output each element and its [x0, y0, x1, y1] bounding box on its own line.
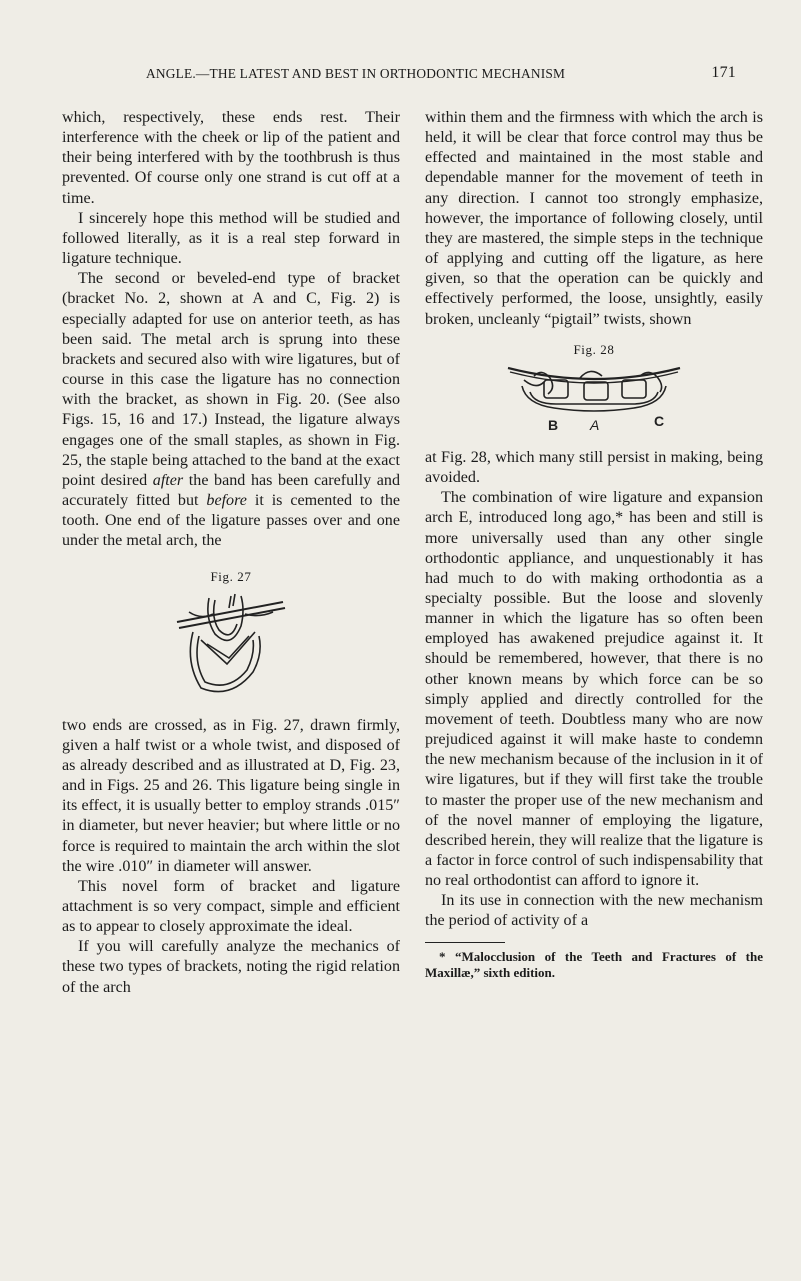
figure-28-label: Fig. 28	[573, 341, 615, 357]
figure-27-label: Fig. 27	[210, 569, 252, 585]
text-run: the band has been carefully and accurately fitted but	[62, 471, 400, 509]
footnote-divider	[425, 942, 505, 943]
paragraph: at Fig. 28, which many still persist in making, being avoided.	[425, 448, 763, 487]
emphasis: after	[152, 471, 184, 489]
figure-27-ligature-illustration	[171, 592, 291, 696]
running-header	[146, 66, 746, 82]
paragraph: The combination of wire ligature and expansion arch E, introduced long ago,* has been and still is more universally used than any other single orthodontic appliance, and unquestionably it has had much to do with making orthodontia as a specialty possible. But the loose and slovenly manner in which the ligature has so often been employed has awakened prejudice against it. It should be remembered, however, that there is no other known means by which force can be so simply applied and directly controlled for the movement of teeth. Doubtless many who are now prejudiced against it will make haste to condemn the new mechanism because of the inclusion in it of wire ligatures, but if they will first take the trouble to master the proper use of the new mechanism and of the novel manner of employing the ligature, described herein, they will realize that the ligature is a factor in force control of such indispensability that no real orthodontist can afford to ignore it.	[425, 489, 763, 890]
paragraph: I sincerely hope this method will be studied and followed literally, as it is a real step forward in ligature technique.	[62, 209, 400, 268]
figure-28-pigtail-twists-illustration	[504, 364, 684, 434]
figure-28-letter-b: B	[548, 416, 559, 433]
paragraph: In its use in connection with the new mechanism the period of activity of a	[425, 892, 763, 930]
right-column	[425, 108, 763, 981]
text-run: The second or beveled-end type of bracket (bracket No. 2, shown at A and C, Fig. 2) is especially adapted for use on anterior teeth, as has been said. The metal arch is sprung into these brackets and secured also with wire ligatures, but of course in this case the ligature has no connection with the bracket, as shown in Fig. 20. (See also Figs. 15, 16 and 17.) Instead, the ligature always engages one of the small staples, as shown in Fig. 25, the staple being attached to the band at the exact point desired	[62, 270, 400, 489]
figure-28-letter-c: C	[654, 412, 665, 429]
running-title: ANGLE.—THE LATEST AND BEST IN ORTHODONTIC MECHANISM	[146, 66, 566, 81]
paragraph	[62, 269, 400, 551]
paragraph: which, respectively, these ends rest. Their interference with the cheek or lip of the patient and their being interfered with by the toothbrush is thus prevented. Of course only one strand is cut off at a time.	[62, 109, 400, 207]
emphasis: before	[206, 491, 247, 509]
paragraph: If you will carefully analyze the mechanics of these two types of brackets, noting the rigid relation of the arch	[62, 938, 400, 996]
page-number: 171	[711, 64, 736, 81]
footnote: * “Malocclusion of the Teeth and Fractures of the Maxillæ,” sixth edition.	[425, 948, 763, 980]
paragraph: two ends are crossed, as in Fig. 27, drawn firmly, given a half twist or a whole twist, and disposed of as already described and as illustrated at D, Fig. 23, and in Figs. 25 and 26. This ligature being single in its effect, it is usually better to employ strands .015″ in diameter, but never heavier; but where little or no force is required to maintain the arch within the slot the wire .010″ in diameter will answer.	[62, 716, 400, 875]
figure-28-letter-a: A	[590, 416, 600, 433]
text-run: it is cemented to the tooth. One end of the ligature passes over and one under the metal arch, the	[62, 491, 401, 550]
paragraph: within them and the firmness with which the arch is held, it will be clear that force control may thus be effected and maintained in the most stable and dependable manner for the movement of teeth in any direction. I cannot too strongly emphasize, however, the importance of following closely, until they are mastered, the simple steps in the technique of applying and cutting off the ligature, as here given, so that the operation can be quickly and effectively performed, the loose, unsightly, easily broken, uncleanly “pigtail” twists, shown	[425, 109, 763, 328]
left-column	[62, 108, 400, 998]
paragraph: This novel form of bracket and ligature attachment is so very compact, simple and efficient as to appear to closely approximate the ideal.	[62, 877, 400, 936]
